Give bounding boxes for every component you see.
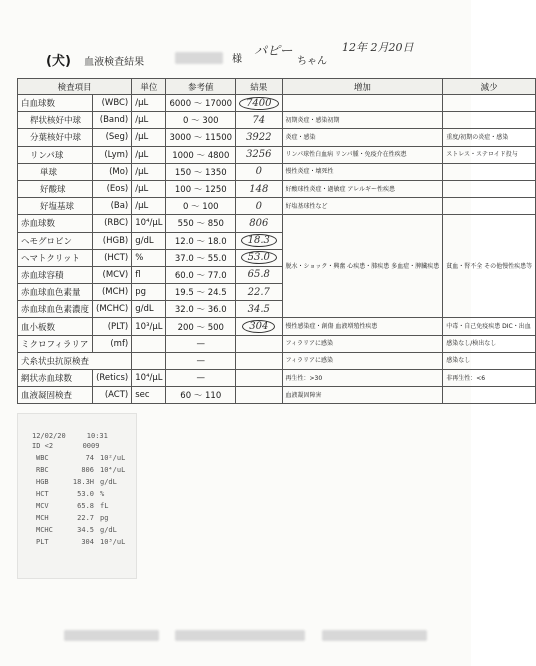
- results-table: [17, 78, 536, 404]
- printout-key: RBC: [36, 466, 49, 474]
- row-name: リンパ球: [18, 146, 93, 163]
- row-ref: —: [166, 370, 236, 387]
- row-abbr: (HGB): [93, 232, 132, 249]
- table-row: [18, 215, 536, 232]
- printout-key: HGB: [36, 478, 49, 486]
- row-result: [236, 370, 282, 387]
- rbc-decrease-note: 貧血・腎不全 その他慢性疾患等: [443, 215, 536, 318]
- printout-value: 65.8: [77, 502, 94, 510]
- row-name: 赤血球血色素濃度: [18, 301, 93, 318]
- circled-result: 7400: [239, 97, 278, 110]
- row-abbr: (mf): [93, 335, 132, 352]
- row-ref: 200 ～ 500: [166, 318, 236, 335]
- row-name: 好塩基球: [18, 198, 93, 215]
- row-decrease-note: 感染なし/検出なし: [443, 335, 536, 352]
- row-unit: 10³/μL: [132, 318, 166, 335]
- table-row: [18, 129, 536, 146]
- report-date: 12年 2月20日: [342, 41, 414, 54]
- row-name: ミクロフィラリア: [18, 335, 93, 352]
- row-ref: 19.5 ～ 24.5: [166, 284, 236, 301]
- table-row: [18, 318, 536, 335]
- row-abbr: (MCHC): [93, 301, 132, 318]
- row-decrease-note: [443, 198, 536, 215]
- row-abbr: (PLT): [93, 318, 132, 335]
- row-ref: 100 ～ 1250: [166, 180, 236, 197]
- honorific-sama: 様: [232, 54, 242, 65]
- row-increase-note: フィラリアに感染: [282, 352, 443, 369]
- row-ref: —: [166, 335, 236, 352]
- row-abbr: (Retics): [93, 370, 132, 387]
- row-unit: sec: [132, 387, 166, 404]
- row-unit: g/dL: [132, 301, 166, 318]
- analyzer-printout: [17, 413, 137, 579]
- row-decrease-note: 重度/初期の炎症・感染: [443, 129, 536, 146]
- printout-unit: 10³/uL: [100, 538, 126, 546]
- row-name: 好酸球: [18, 180, 93, 197]
- row-increase-note: 慢性炎症・壊死性: [282, 163, 443, 180]
- redacted-owner-name: [175, 52, 223, 64]
- row-name: 桿状核好中球: [18, 112, 93, 129]
- table-row: [18, 180, 536, 197]
- printout-unit: g/dL: [100, 526, 117, 534]
- animal-type: (犬): [46, 54, 71, 69]
- row-name: ヘマトクリット: [18, 249, 93, 266]
- row-decrease-note: [443, 180, 536, 197]
- row-abbr: (Mo): [93, 163, 132, 180]
- row-name: 赤血球血色素量: [18, 284, 93, 301]
- row-unit: /μL: [132, 163, 166, 180]
- table-row: [18, 95, 536, 112]
- row-name: 赤血球容積: [18, 266, 93, 283]
- row-name: ヘモグロビン: [18, 232, 93, 249]
- circled-result: 304: [242, 320, 275, 333]
- row-result: 74: [236, 112, 282, 129]
- printout-key: MCV: [36, 502, 49, 510]
- row-abbr: (MCH): [93, 284, 132, 301]
- row-result: 0: [236, 198, 282, 215]
- row-result: 0: [236, 163, 282, 180]
- row-ref: 550 ～ 850: [166, 215, 236, 232]
- row-name: 分葉核好中球: [18, 129, 93, 146]
- row-ref: 60.0 ～ 77.0: [166, 266, 236, 283]
- circled-result: 18.3: [241, 234, 277, 247]
- col-decrease: 減少: [443, 79, 536, 95]
- row-ref: 32.0 ～ 36.0: [166, 301, 236, 318]
- row-ref: 0 ～ 100: [166, 198, 236, 215]
- row-ref: 12.0 ～ 18.0: [166, 232, 236, 249]
- printout-unit: 10²/uL: [100, 454, 126, 462]
- row-decrease-note: 中毒・自己免疫疾患 DIC・出血: [443, 318, 536, 335]
- row-unit: g/dL: [132, 232, 166, 249]
- row-name: 赤血球数: [18, 215, 93, 232]
- row-result: [236, 249, 282, 266]
- table-header-row: [18, 79, 536, 95]
- row-result: 3256: [236, 146, 282, 163]
- printout-key: MCH: [36, 514, 49, 522]
- printout-key: MCHC: [36, 526, 53, 534]
- pet-name: パピー: [254, 44, 293, 59]
- row-unit: [132, 335, 166, 352]
- row-abbr: (Eos): [93, 180, 132, 197]
- row-result: [236, 352, 282, 369]
- table-row: [18, 112, 536, 129]
- row-unit: pg: [132, 284, 166, 301]
- row-increase-note: 血液凝固障害: [282, 387, 443, 404]
- printout-id: ID <2 0009: [32, 442, 100, 450]
- row-unit: fl: [132, 266, 166, 283]
- row-decrease-note: ストレス・ステロイド投与: [443, 146, 536, 163]
- printout-value: 34.5: [77, 526, 94, 534]
- row-increase-note: 炎症・感染: [282, 129, 443, 146]
- row-increase-note: リンパ球性白血病 リンパ腫・免疫介在性疾患: [282, 146, 443, 163]
- circled-result: 53.0: [241, 251, 277, 264]
- printout-unit: pg: [100, 514, 109, 522]
- col-ref: 参考値: [166, 79, 236, 95]
- row-ref: 1000 ～ 4800: [166, 146, 236, 163]
- col-increase: 増加: [282, 79, 443, 95]
- report-header: [46, 50, 144, 69]
- redacted-clinic-name: [64, 630, 159, 641]
- printout-value: 806: [81, 466, 94, 474]
- printout-unit: %: [100, 490, 105, 498]
- row-result: [236, 318, 282, 335]
- table-row: [18, 146, 536, 163]
- table-row: [18, 163, 536, 180]
- table-row: [18, 370, 536, 387]
- row-increase-note: 好塩基球性など: [282, 198, 443, 215]
- row-ref: 3000 ～ 11500: [166, 129, 236, 146]
- row-unit: /μL: [132, 146, 166, 163]
- redacted-clinic-address: [175, 630, 305, 641]
- row-abbr: (WBC): [93, 95, 132, 112]
- col-unit: 単位: [132, 79, 166, 95]
- row-result: [236, 95, 282, 112]
- row-result: [236, 335, 282, 352]
- row-increase-note: [282, 95, 443, 112]
- row-unit: /μL: [132, 129, 166, 146]
- row-abbr: (Band): [93, 112, 132, 129]
- printout-unit: g/dL: [100, 478, 117, 486]
- row-unit: /μL: [132, 112, 166, 129]
- report-title: 血液検査結果: [84, 57, 145, 68]
- col-result: 結果: [236, 79, 282, 95]
- row-result: [236, 232, 282, 249]
- col-item: 検査項目: [18, 79, 132, 95]
- row-name: 白血球数: [18, 95, 93, 112]
- honorific-chan: ちゃん: [297, 56, 327, 67]
- row-ref: 0 ～ 300: [166, 112, 236, 129]
- row-abbr: (Seg): [93, 129, 132, 146]
- row-result: [236, 387, 282, 404]
- printout-value: 74: [85, 454, 94, 462]
- row-ref: 150 ～ 1350: [166, 163, 236, 180]
- row-result: 148: [236, 180, 282, 197]
- row-name: 単球: [18, 163, 93, 180]
- row-result: 65.8: [236, 266, 282, 283]
- row-unit: [132, 352, 166, 369]
- printout-key: HCT: [36, 490, 49, 498]
- rbc-increase-note: 脱水・ショック・興奮 心疾患・肺疾患 多血症・脾臓疾患: [282, 215, 443, 318]
- row-decrease-note: 感染なし: [443, 352, 536, 369]
- row-increase-note: 初期炎症・感染初期: [282, 112, 443, 129]
- row-result: 22.7: [236, 284, 282, 301]
- row-ref: 60 ～ 110: [166, 387, 236, 404]
- row-abbr: (Lym): [93, 146, 132, 163]
- printout-value: 18.3H: [72, 478, 94, 486]
- printout-unit: 10⁴/uL: [100, 466, 126, 474]
- row-abbr: (HCT): [93, 249, 132, 266]
- row-decrease-note: [443, 112, 536, 129]
- row-abbr: (Ba): [93, 198, 132, 215]
- row-ref: —: [166, 352, 236, 369]
- table-row: [18, 198, 536, 215]
- row-unit: %: [132, 249, 166, 266]
- row-name: 血液凝固検査: [18, 387, 93, 404]
- printout-key: PLT: [36, 538, 49, 546]
- redacted-clinic-phone: [322, 630, 427, 641]
- printout-value: 304: [81, 538, 94, 546]
- row-abbr: (ACT): [93, 387, 132, 404]
- row-abbr: (RBC): [93, 215, 132, 232]
- row-ref: 37.0 ～ 55.0: [166, 249, 236, 266]
- row-increase-note: 好酸球性炎症・過敏症 アレルギー性疾患: [282, 180, 443, 197]
- row-increase-note: 慢性感染症・創傷 血液増殖性疾患: [282, 318, 443, 335]
- row-decrease-note: 非再生性：<6: [443, 370, 536, 387]
- printout-value: 53.0: [77, 490, 94, 498]
- row-increase-note: フィラリアに感染: [282, 335, 443, 352]
- row-unit: 10⁴/μL: [132, 215, 166, 232]
- row-result: 806: [236, 215, 282, 232]
- row-name: 血小板数: [18, 318, 93, 335]
- row-unit: /μL: [132, 180, 166, 197]
- row-decrease-note: [443, 95, 536, 112]
- row-unit: /μL: [132, 198, 166, 215]
- row-unit: /μL: [132, 95, 166, 112]
- row-name: 網状赤血球数: [18, 370, 93, 387]
- printout-key: WBC: [36, 454, 49, 462]
- row-decrease-note: [443, 387, 536, 404]
- printout-value: 22.7: [77, 514, 94, 522]
- row-increase-note: 再生性：>30: [282, 370, 443, 387]
- row-unit: 10⁴/μL: [132, 370, 166, 387]
- table-row: [18, 387, 536, 404]
- row-result: 3922: [236, 129, 282, 146]
- row-result: 34.5: [236, 301, 282, 318]
- printout-date: 12/02/20 10:31: [32, 432, 108, 440]
- row-decrease-note: [443, 163, 536, 180]
- row-abbr: (MCV): [93, 266, 132, 283]
- row-ref: 6000 ～ 17000: [166, 95, 236, 112]
- printout-unit: fL: [100, 502, 109, 510]
- table-row: [18, 335, 536, 352]
- row-name: 犬糸状虫抗原検査: [18, 352, 132, 369]
- table-row: [18, 352, 536, 369]
